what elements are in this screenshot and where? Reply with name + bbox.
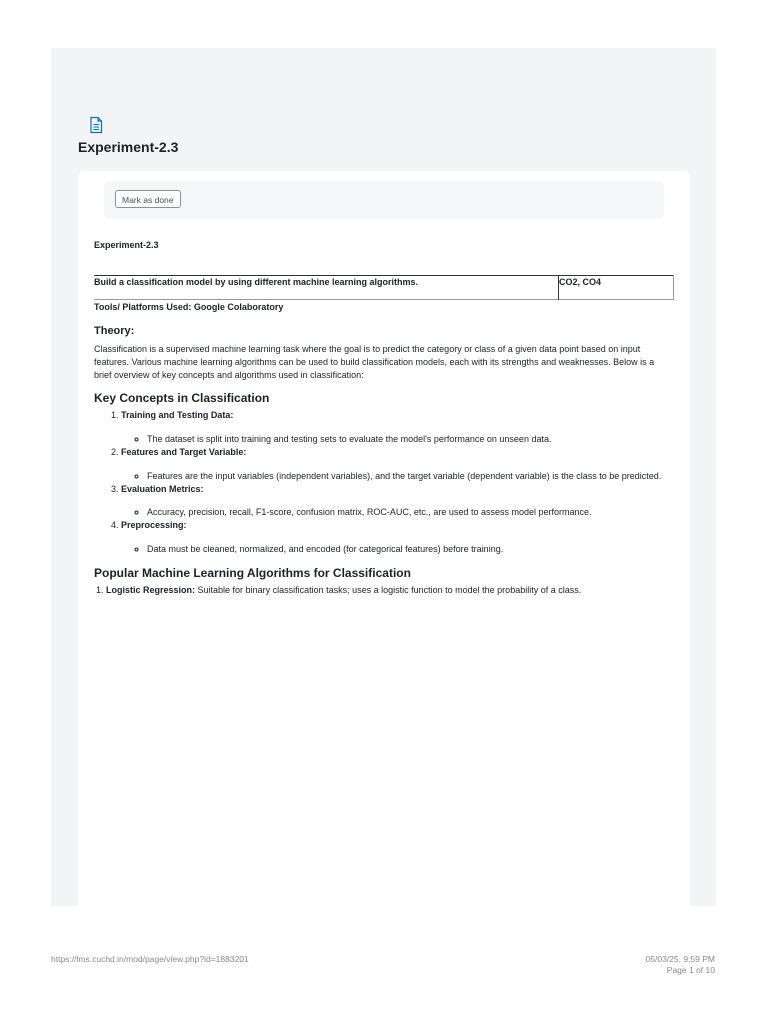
algorithm-description: Suitable for binary classification tasks; uses a logistic function to model the probability of a class. <box>197 584 582 595</box>
content-card <box>78 171 690 906</box>
mark-as-done-button[interactable]: Mark as done <box>115 190 181 208</box>
aim-cell: Build a classification model by using different machine learning algorithms. <box>94 277 419 287</box>
concept-title: Evaluation Metrics: <box>121 483 204 494</box>
tools-line: Tools/ Platforms Used: Google Colaboratory <box>94 302 284 312</box>
concept-detail: ◦ The dataset is split into training and testing sets to evaluate the model's performance on unseen data. <box>147 433 674 446</box>
algorithm-name: Logistic Regression: <box>106 584 196 595</box>
footer-datetime: 05/03/25, 9:59 PM <box>645 954 715 964</box>
concept-title: Preprocessing: <box>121 520 187 531</box>
activity-completion-bar <box>104 181 664 219</box>
key-concepts-heading: Key Concepts in Classification <box>94 391 270 406</box>
footer-meta <box>646 954 715 976</box>
concept-title: Training and Testing Data: <box>121 410 234 421</box>
algorithms-list <box>94 584 674 597</box>
algorithms-heading: Popular Machine Learning Algorithms for Classification <box>94 565 411 580</box>
list-item <box>106 584 674 597</box>
theory-heading: Theory: <box>94 325 135 337</box>
table-row <box>94 276 674 300</box>
course-outcomes-cell: CO2, CO4 <box>559 276 674 300</box>
concept-detail: ◦ Data must be cleaned, normalized, and encoded (for categorical features) before training. <box>147 543 674 556</box>
page-content <box>94 239 674 597</box>
experiment-label: Experiment-2.3 <box>94 240 159 250</box>
key-concepts-list <box>94 409 674 555</box>
footer-url: https://lms.cuchd.in/mod/page/view.php?id=1883201 <box>51 954 249 964</box>
theory-paragraph: Classification is a supervised machine learning task where the goal is to predict the category or class of a given data point based on input features. Various machine learning algorithms can be used to build classification models, each with its strengths and weaknesses. Below is a brief overview of key concepts and algorithms used in classification: <box>94 344 655 380</box>
aim-table <box>94 275 674 300</box>
footer-page-number: Page 1 of 10 <box>666 965 715 975</box>
concept-detail: ◦ Accuracy, precision, recall, F1-score, confusion matrix, ROC-AUC, etc., are used to assess model performance. <box>147 506 674 519</box>
concept-detail: ◦ Features are the input variables (independent variables), and the target variable (dependent variable) is the class to be predicted. <box>147 470 674 483</box>
document-icon <box>88 116 104 134</box>
list-item <box>121 483 674 520</box>
list-item <box>121 519 674 556</box>
list-item <box>121 409 674 446</box>
page-title: Experiment-2.3 <box>78 139 179 155</box>
list-item <box>121 446 674 483</box>
concept-title: Features and Target Variable: <box>121 446 247 457</box>
